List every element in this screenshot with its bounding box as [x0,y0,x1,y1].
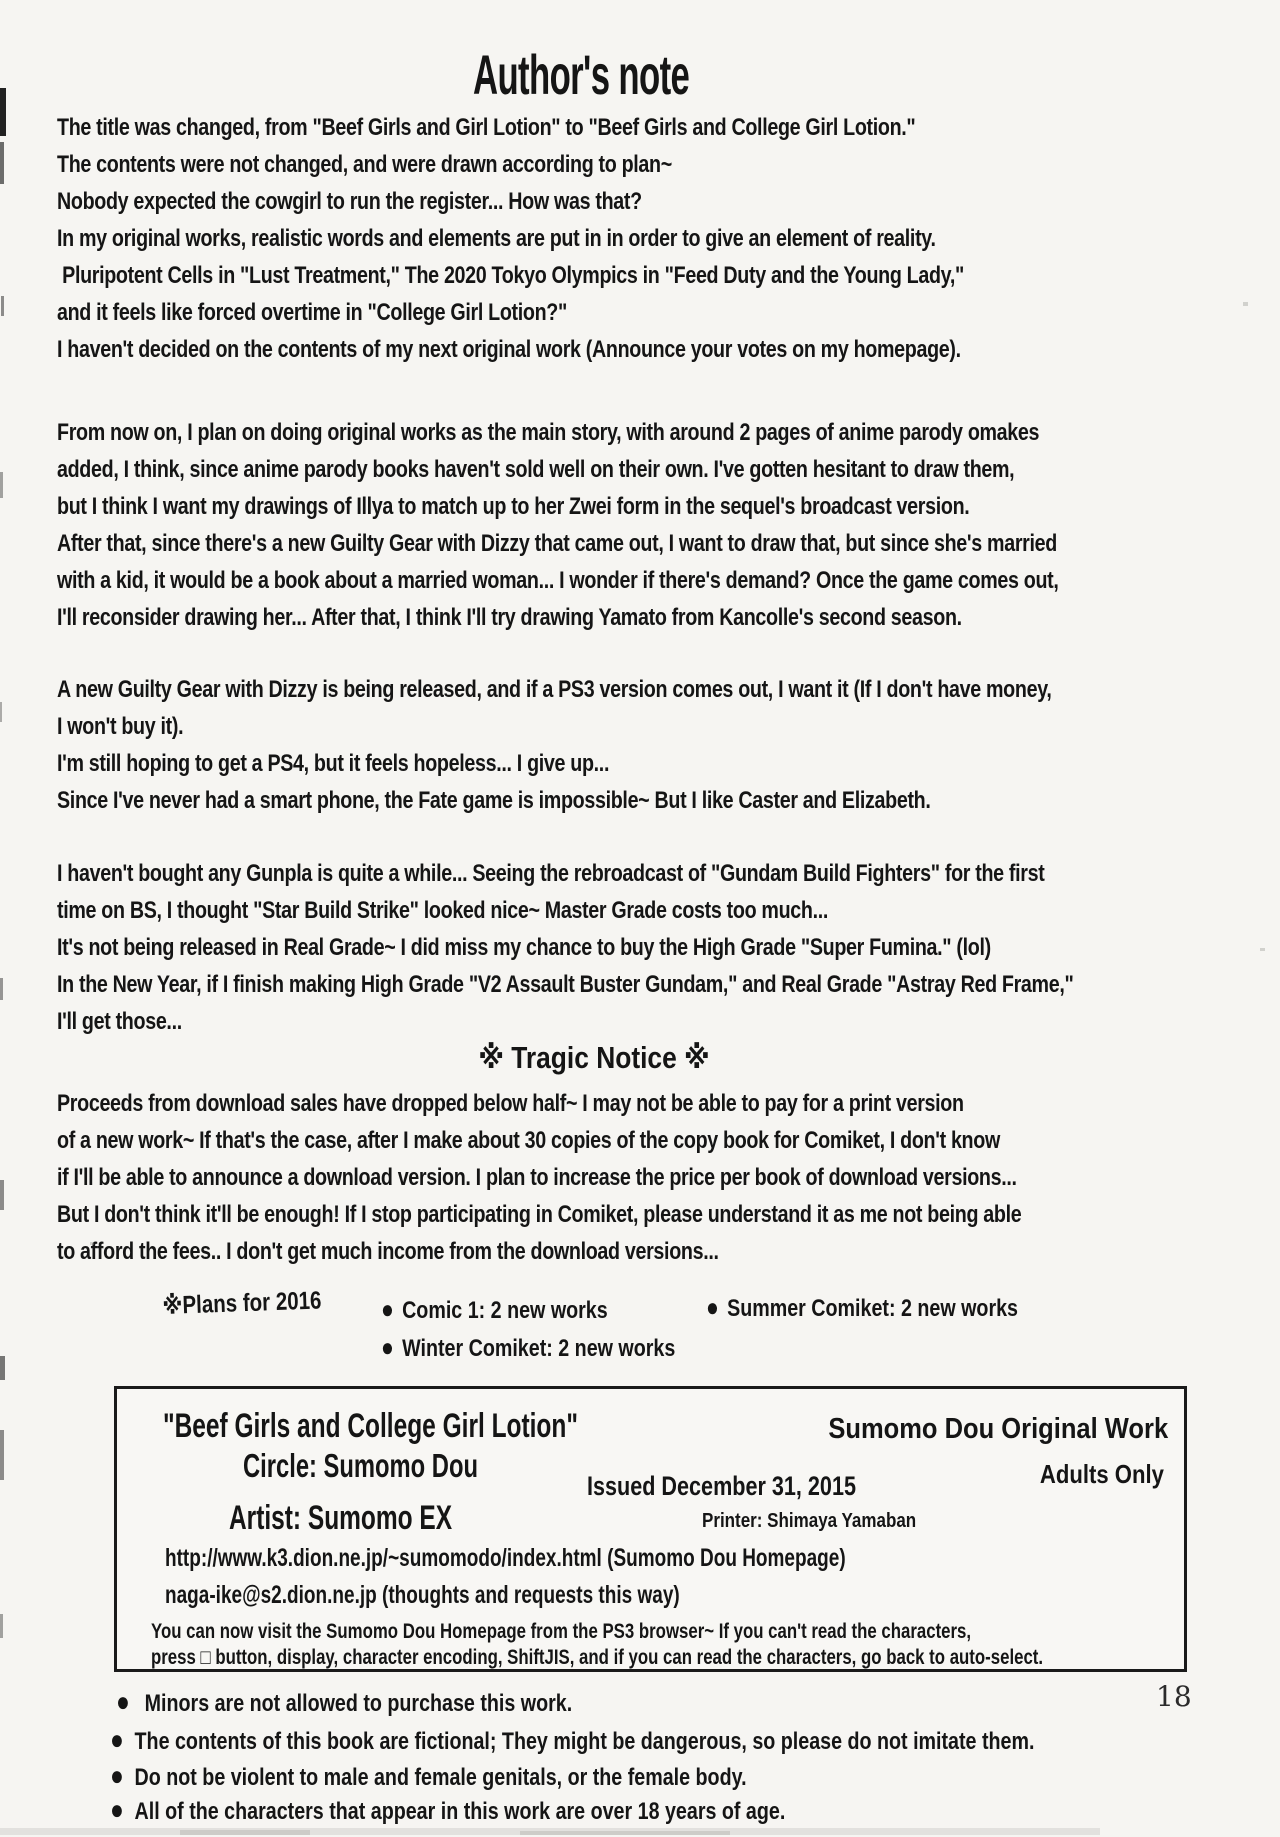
text-line: with a kid, it would be a book about a married woman... I wonder if there's demand? Once the game comes out, [57,567,1059,594]
text-line: to afford the fees.. I don't get much income from the download versions... [57,1238,719,1265]
original-work-label: Sumomo Dou Original Work [828,1413,1168,1445]
text-line: I haven't decided on the contents of my next original work (Announce your votes on my homepage). [57,336,961,363]
plan-item-comic1 [381,1294,608,1325]
text-line: I haven't bought any Gunpla is quite a while... Seeing the rebroadcast of "Gundam Build Fighters" for the first [57,860,1045,887]
disclaimer-item [110,1794,785,1826]
disclaimer-text: Do not be violent to male and female genitals, or the female body. [134,1764,747,1791]
page-number: 18 [1156,1680,1192,1713]
text-line: Pluripotent Cells in "Lust Treatment," The 2020 Tokyo Olympics in "Feed Duty and the Young Lady," [57,262,964,289]
text-line: Since I've never had a smart phone, the Fate game is impossible~ But I like Caster and Elizabeth. [57,787,931,814]
bullet-icon: ● [110,1760,124,1791]
text-line: A new Guilty Gear with Dizzy is being released, and if a PS3 version comes out, I want it (If I don't have money, [57,676,1052,703]
artist-name: Artist: Sumomo EX [229,1499,453,1537]
text-line: Nobody expected the cowgirl to run the register... How was that? [57,188,642,215]
scan-artifact [0,1430,4,1480]
issue-date: Issued December 31, 2015 [587,1471,856,1501]
bullet-icon: ● [706,1292,719,1322]
scan-artifact [1260,948,1265,951]
text-line: The contents were not changed, and were drawn according to plan~ [57,151,672,178]
scan-artifact [0,702,2,722]
paragraph-tragic-notice [57,1085,1021,1270]
text-line: I'll get those... [57,1008,182,1035]
scan-artifact [0,472,3,498]
disclaimer-text: Minors are not allowed to purchase this work. [144,1690,573,1717]
ps3-note-line2: press □ button, display, character encoding, ShiftJIS, and if you can read the characters, go back to auto-select. [151,1646,1044,1669]
scan-artifact [0,142,4,184]
text-line: But I don't think it'll be enough! If I stop participating in Comiket, please understand it as me not being able [57,1201,1022,1228]
colophon-box [114,1386,1187,1672]
circle-name: Circle: Sumomo Dou [243,1447,478,1484]
homepage-url: http://www.k3.dion.ne.jp/~sumomodo/index.html (Sumomo Dou Homepage) [165,1544,846,1572]
work-title: "Beef Girls and College Girl Lotion" [163,1407,578,1445]
disclaimer-item [116,1686,572,1718]
disclaimer-text: The contents of this book are fictional; They might be dangerous, so please do not imitate them. [134,1728,1035,1755]
scan-artifact [1243,302,1248,306]
text-line: It's not being released in Real Grade~ I did miss my chance to buy the High Grade "Super Fumina." (lol) [57,934,991,961]
text-line: Proceeds from download sales have dropped below half~ I may not be able to pay for a print version [57,1090,964,1117]
plan-item-label: Winter Comiket: 2 new works [402,1335,676,1362]
plan-item-winter-comiket [381,1332,675,1363]
text-line: I'm still hoping to get a PS4, but it feels hopeless... I give up... [57,750,610,777]
disclaimer-item [110,1760,747,1792]
bullet-icon: ● [116,1686,130,1717]
paragraph-gunpla [57,855,1073,1040]
disclaimer-item [110,1724,1034,1756]
bullet-icon: ● [110,1794,124,1825]
scan-artifact [0,978,3,1000]
bullet-icon: ● [381,1294,394,1324]
text-line: time on BS, I thought "Star Build Strike" looked nice~ Master Grade costs too much... [57,897,829,924]
printer-name: Printer: Shimaya Yamaban [702,1510,917,1532]
disclaimer-text: All of the characters that appear in this work are over 18 years of age. [134,1798,786,1825]
text-line: and it feels like forced overtime in "College Girl Lotion?" [57,299,568,326]
scan-artifact [1,296,4,316]
scan-artifact [520,1831,730,1835]
scan-artifact [0,88,6,136]
plan-item-label: Summer Comiket: 2 new works [727,1295,1019,1322]
text-line: added, I think, since anime parody books haven't sold well on their own. I've gotten hesitant to draw them, [57,456,1015,483]
text-line: of a new work~ If that's the case, after I make about 30 copies of the copy book for Comiket, I don't know [57,1127,1000,1154]
scan-artifact [0,1614,3,1638]
text-line: but I think I want my drawings of Illya to match up to her Zwei form in the sequel's broadcast version. [57,493,970,520]
paragraph-games [57,671,1051,819]
text-line: I won't buy it). [57,713,184,740]
scan-artifact [180,1830,310,1835]
paragraph-title-change [57,109,964,368]
scan-artifact [0,1180,4,1210]
bullet-icon: ● [110,1724,124,1755]
paragraph-future-plans [57,414,1059,636]
bullet-icon: ● [381,1332,394,1362]
page-title: Author's note [473,43,690,106]
text-line: if I'll be able to announce a download version. I plan to increase the price per book of download versions... [57,1164,1017,1191]
scan-artifact [90,1242,94,1245]
text-line: From now on, I plan on doing original works as the main story, with around 2 pages of anime parody omakes [57,419,1040,446]
tragic-notice-heading: ※ Tragic Notice ※ [478,1040,710,1075]
contact-email: naga-ike@s2.dion.ne.jp (thoughts and requests this way) [165,1581,680,1609]
text-line: In my original works, realistic words and elements are put in in order to give an element of reality. [57,225,936,252]
ps3-note-line1: You can now visit the Sumomo Dou Homepage from the PS3 browser~ If you can't read the characters, [151,1620,972,1643]
plan-item-summer-comiket [706,1292,1018,1323]
plan-item-label: Comic 1: 2 new works [402,1297,608,1324]
text-line: The title was changed, from "Beef Girls and Girl Lotion" to "Beef Girls and College Girl Lotion." [57,114,916,141]
plans-2016-label: ※Plans for 2016 [162,1286,322,1320]
adults-only-badge: Adults Only [1039,1459,1164,1489]
text-line: In the New Year, if I finish making High Grade "V2 Assault Buster Gundam," and Real Grade "Astray Red Frame," [57,971,1074,998]
text-line: After that, since there's a new Guilty Gear with Dizzy that came out, I want to draw that, but since she's married [57,530,1057,557]
text-line: I'll reconsider drawing her... After that, I think I'll try drawing Yamato from Kancolle's second season. [57,604,962,631]
scan-artifact [0,1356,5,1380]
